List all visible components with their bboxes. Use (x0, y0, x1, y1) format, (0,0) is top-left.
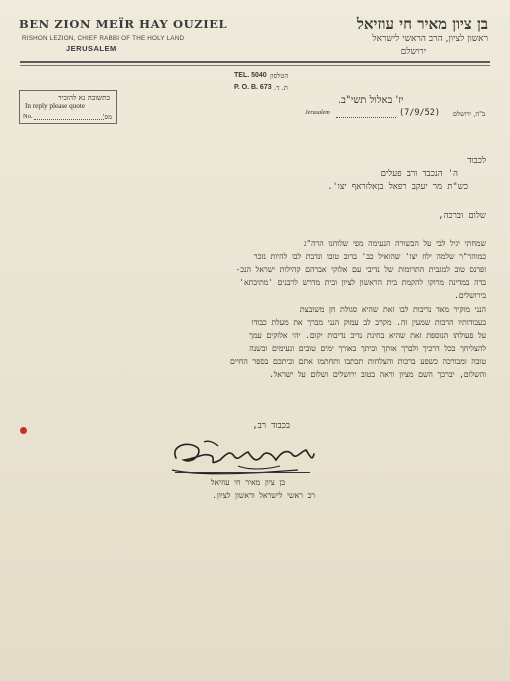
reply-box-mispar: מס' (102, 113, 112, 121)
gregorian-date: (7/9/52) (399, 108, 440, 118)
body-line: בעבודותיו הרבות שמעין זה. מקרב לב עמוק הנני מברך את מעלת כבודו (251, 318, 486, 327)
body-line: להצליחך בכל דרכיך ולברך אותך וביתך באורך ימים טובים ונעימים ובשנה (249, 344, 486, 353)
body-line: ופרנס טוב למגבית התרומות של נדיבי עם אלוקי אברהם קהילות ישראל הנכ- (235, 265, 486, 274)
closing: בכבוד רב, (252, 421, 290, 431)
signature-name: בן ציון מאיר חי עוזיאל (210, 478, 285, 487)
letterhead-subtitle-he: ראשון לציון, הרב הראשי לישראל (372, 34, 488, 44)
greeting: שלום וברכה, (438, 211, 486, 221)
body-line: על פעולתו הנוספת זאת שהיא בחינת נדיב נדיבות יקום. יהי אלוקים עמך (249, 331, 486, 340)
hebrew-date: יז' באלול תשי"ב. (338, 95, 404, 106)
letterhead-city-he: ירושלם (400, 47, 426, 57)
body-line: והשלום, יברכך השם מציון וראה בטוב ירושלים ושלום על ישראל. (269, 370, 486, 379)
letterhead-city-en: JERUSALEM (66, 44, 117, 53)
reply-box-dotted-line (34, 119, 104, 120)
reply-box-no: No. (23, 113, 33, 120)
po-box: P. O. B. 673 (234, 84, 272, 91)
signature-underline (175, 472, 310, 473)
reply-box-en: In reply please quote (25, 102, 86, 110)
body-line: שמחתי יגיל לבי על הבשורה הנעימה מפי שלוחנו הרה"ג (303, 239, 486, 248)
salutation-line: כש"ת מר יעקב רפאל בןאלזראף יצו'. (327, 182, 468, 192)
date-label-jerusalem: Jerusalem (305, 110, 330, 116)
body-line: טובה ומבורכה כשפע ברכות והצלחות תכתבו ותחתמו אתם וביתכם בספר החיים (230, 357, 486, 366)
date-city-he: ב"ה, ירושלם (453, 110, 486, 118)
po-box-he: ת. ד. (274, 84, 288, 92)
signature-title: רב ראשי לישראל וראשון לציון. (212, 491, 315, 500)
salutation-line: לכבוד (467, 156, 486, 166)
letterhead-rule (20, 61, 490, 63)
reply-box-he: בתשובה נא להזכיר (57, 93, 110, 102)
telephone-he: הטלפון (270, 72, 289, 80)
body-line: הנני מוקיר מאד נדיבות לבו זאת שהיא סגולת חן משובצת (299, 305, 486, 314)
letterhead-name-en: BEN ZION MEÏR HAY OUZIEL (19, 17, 228, 31)
letterhead-name-he: בן ציון מאיר חי עוזיאל (356, 15, 488, 33)
date-dotted-line (336, 117, 396, 118)
reply-reference-box (19, 90, 117, 124)
body-line: כמוהר"ר שלמה ילוז יצו' שהואיל כב' ברוב טובו ונדבת לבו להיות נזכר (253, 252, 486, 261)
body-line: בירושלים. (454, 291, 486, 300)
letterhead-subtitle-en: RISHON LEZION, CHIEF RABBI OF THE HOLY LAND (22, 35, 185, 42)
salutation-line: ה' הנכבד ורב פעלים (380, 169, 458, 179)
letterhead-rule-thin (20, 65, 490, 66)
red-ink-mark (20, 427, 27, 434)
body-line: בדה במדינה מרוקו להקמת בית הראשון לציון ובית מדרש לרבנים 'מתיבתא' (239, 278, 486, 287)
telephone: TEL. 5040 (234, 72, 267, 79)
